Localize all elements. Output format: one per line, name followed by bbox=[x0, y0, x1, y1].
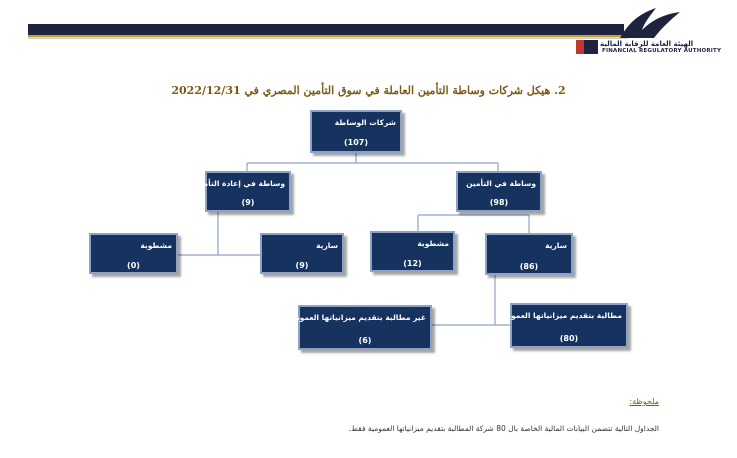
node-count: (9) bbox=[295, 261, 309, 270]
node-label: سارية bbox=[545, 241, 567, 250]
node-count: (86) bbox=[519, 262, 539, 271]
note-text: الجداول التالية تتضمن البيانات المالية الخاصة بال 80 شركة المطالبة بتقديم ميزانياتها العمومية فقط. bbox=[348, 424, 659, 433]
node-count: (107) bbox=[343, 138, 368, 147]
node-count: (9) bbox=[241, 198, 255, 207]
node-count: (98) bbox=[489, 198, 509, 207]
node-brokerage-companies bbox=[310, 110, 402, 153]
node-insurance-struck-off bbox=[370, 231, 455, 272]
node-label: شركات الوساطة bbox=[334, 118, 396, 127]
node-label: سارية bbox=[316, 241, 338, 250]
page-title: 2. هيكل شركات وساطة التأمين العاملة في سوق التأمين المصري في 2022/12/31 bbox=[171, 84, 566, 97]
node-count: (6) bbox=[358, 336, 372, 345]
node-count: (80) bbox=[559, 334, 579, 343]
node-insurance-active bbox=[485, 233, 573, 275]
note-heading: ملحوظة: bbox=[629, 397, 659, 406]
node-count: (0) bbox=[127, 261, 140, 270]
node-label: مشطوبة bbox=[140, 241, 172, 250]
node-reinsurance-struck-off bbox=[89, 233, 178, 274]
node-insurance-brokerage bbox=[456, 171, 542, 212]
node-label: غير مطالبة بتقديم ميزانياتها العمومية bbox=[287, 313, 426, 322]
node-label: وساطة في التأمين bbox=[466, 179, 536, 188]
node-label: مشطوبة bbox=[417, 239, 449, 248]
node-required-balance-sheets bbox=[498, 303, 628, 348]
logo-english-text: FINANCIAL REGULATORY AUTHORITY bbox=[602, 48, 722, 54]
node-reinsurance-brokerage bbox=[193, 171, 291, 212]
node-reinsurance-active bbox=[260, 233, 344, 274]
logo-arabic-text: الهيئة العامة للرقابة المالية bbox=[600, 40, 694, 48]
node-label: وساطة في إعادة التأمين bbox=[193, 179, 285, 188]
node-count: (12) bbox=[403, 259, 422, 268]
node-not-required-balance-sheets bbox=[287, 305, 432, 350]
node-label: مطالبة بتقديم ميزانياتها العمومية bbox=[498, 311, 622, 320]
